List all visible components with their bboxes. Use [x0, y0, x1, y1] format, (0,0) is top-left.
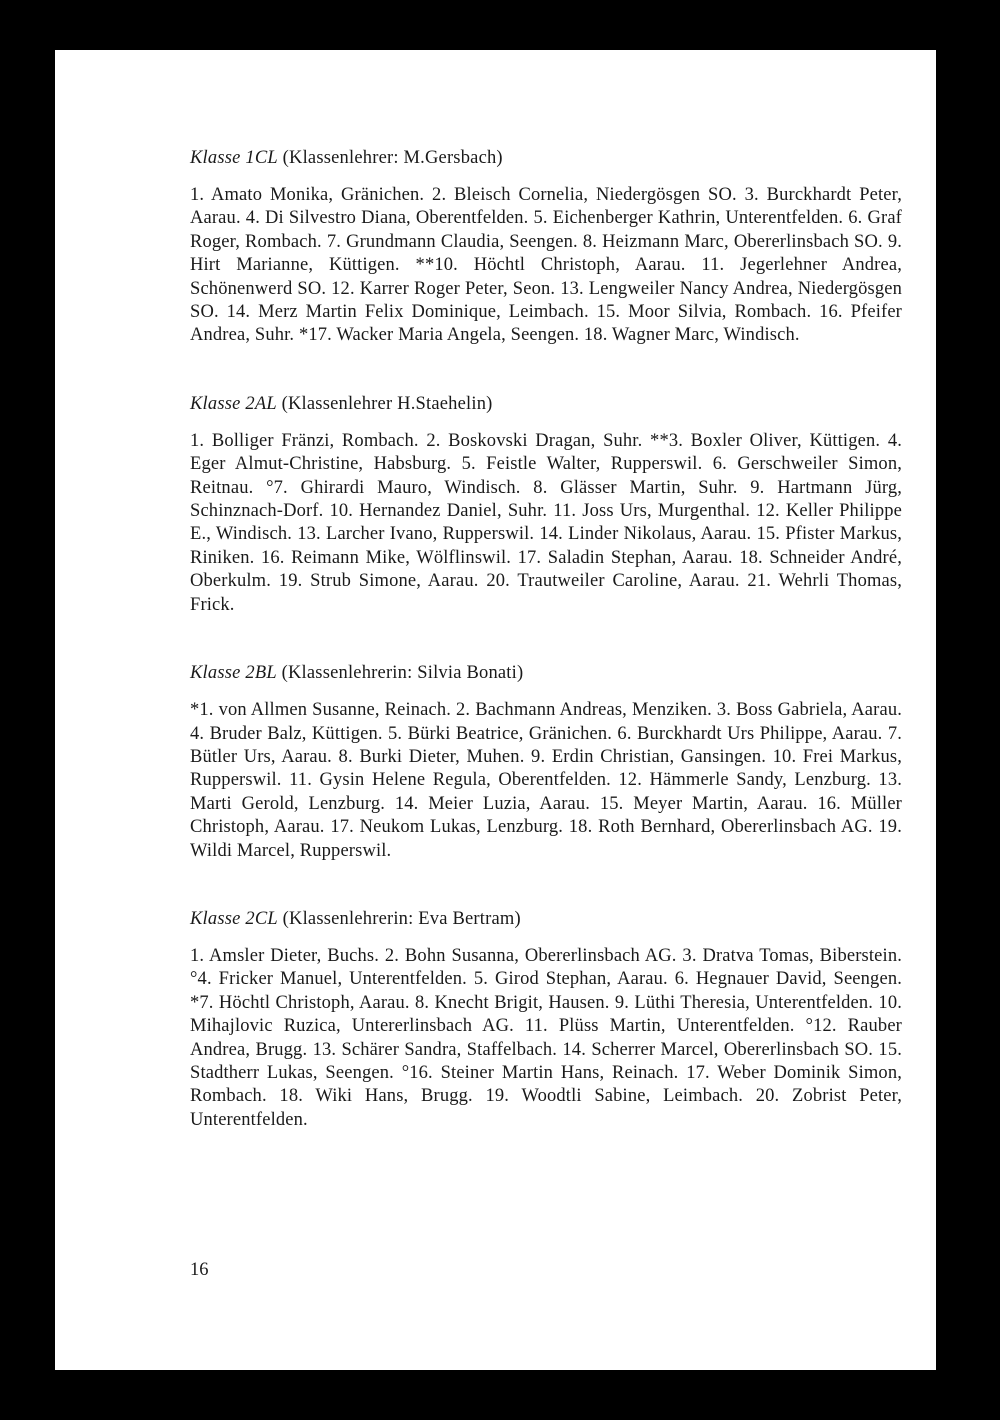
- student-list: 1. Amsler Dieter, Buchs. 2. Bohn Susanna, Obererlinsbach AG. 3. Dratva Tomas, Biberstein. °4. Fricker Manuel, Unterentfelden. 5. Girod Stephan, Aarau. 6. Hegnauer David, Seengen. *7. Höchtl Christoph, Aarau. 8. Knecht Brigit, Hausen. 9. Lüthi Theresia, Unterentfelden. 10. Mihajlovic Ruzica, Untererlinsbach AG. 11. Plüss Martin, Unterentfelden. °12. Rauber Andrea, Brugg. 13. Schärer Sandra, Staffelbach. 14. Scherrer Marcel, Obererlinsbach SO. 15. Stadtherr Lukas, Seengen. °16. Steiner Martin Hans, Reinach. 17. Weber Dominik Simon, Rombach. 18. Wiki Hans, Brugg. 19. Woodtli Sabine, Leimbach. 20. Zobrist Peter, Unterentfelden.: [190, 945, 902, 1130]
- class-section-2cl: [190, 907, 902, 1132]
- class-section-2al: [190, 392, 902, 617]
- section-heading: [190, 661, 902, 685]
- class-name: Klasse 2BL: [190, 663, 277, 684]
- class-section-1cl: [190, 146, 902, 348]
- student-list: 1. Bolliger Fränzi, Rombach. 2. Boskovski Dragan, Suhr. **3. Boxler Oliver, Küttigen. 4. Eger Almut-Christine, Habsburg. 5. Feistle Walter, Rupperswil. 6. Gerschweiler Simon, Reitnau. °7. Ghirardi Mauro, Windisch. 8. Glässer Martin, Suhr. 9. Hartmann Jürg, Schinznach-Dorf. 10. Hernandez Daniel, Suhr. 11. Joss Urs, Murgenthal. 12. Keller Philippe E., Windisch. 13. Larcher Ivano, Rupperswil. 14. Linder Nikolaus, Aarau. 15. Pfister Markus, Riniken. 16. Reimann Mike, Wölflinswil. 17. Saladin Stephan, Aarau. 18. Schneider André, Oberkulm. 19. Strub Simone, Aarau. 20. Trautweiler Caroline, Aarau. 21. Wehrli Thomas, Frick.: [190, 430, 902, 615]
- page-content: [190, 146, 902, 1176]
- class-name: Klasse 2CL: [190, 908, 278, 929]
- class-section-2bl: [190, 661, 902, 863]
- student-list: 1. Amato Monika, Gränichen. 2. Bleisch Cornelia, Niedergösgen SO. 3. Burckhardt Peter, Aarau. 4. Di Silvestro Diana, Oberentfelden. 5. Eichenberger Kathrin, Unterentfelden. 6. Graf Roger, Rombach. 7. Grundmann Claudia, Seengen. 8. Heizmann Marc, Obererlinsbach SO. 9. Hirt Marianne, Küttigen. **10. Höchtl Christoph, Aarau. 11. Jegerlehner Andrea, Schönenwerd SO. 12. Karrer Roger Peter, Seon. 13. Lengweiler Nancy Andrea, Niedergösgen SO. 14. Merz Martin Felix Dominique, Leimbach. 15. Moor Silvia, Rombach. 16. Pfeifer Andrea, Suhr. *17. Wacker Maria Angela, Seengen. 18. Wagner Marc, Windisch.: [190, 185, 902, 346]
- page-number: 16: [190, 1260, 209, 1280]
- class-name: Klasse 1CL: [190, 148, 278, 168]
- section-heading: [190, 907, 902, 931]
- section-heading: [190, 392, 902, 416]
- class-name: Klasse 2AL: [190, 393, 277, 414]
- class-teacher: (Klassenlehrerin: Eva Bertram): [282, 908, 521, 929]
- class-teacher: (Klassenlehrerin: Silvia Bonati): [281, 663, 524, 684]
- section-heading: [190, 146, 902, 170]
- class-teacher: (Klassenlehrer: M.Gersbach): [282, 148, 503, 168]
- document-page: [55, 50, 936, 1370]
- student-list: *1. von Allmen Susanne, Reinach. 2. Bachmann Andreas, Menziken. 3. Boss Gabriela, Aarau. 4. Bruder Balz, Küttigen. 5. Bürki Beatrice, Gränichen. 6. Burckhardt Urs Philippe, Aarau. 7. Bütler Urs, Aarau. 8. Burki Dieter, Muhen. 9. Erdin Christian, Gansingen. 10. Frei Markus, Rupperswil. 11. Gysin Helene Regula, Oberentfelden. 12. Hämmerle Sandy, Lenzburg. 13. Marti Gerold, Lenzburg. 14. Meier Luzia, Aarau. 15. Meyer Martin, Aarau. 16. Müller Christoph, Aarau. 17. Neukom Lukas, Lenzburg. 18. Roth Bernhard, Obererlinsbach AG. 19. Wildi Marcel, Rupperswil.: [190, 700, 902, 861]
- class-teacher: (Klassenlehrer H.Staehelin): [281, 393, 493, 414]
